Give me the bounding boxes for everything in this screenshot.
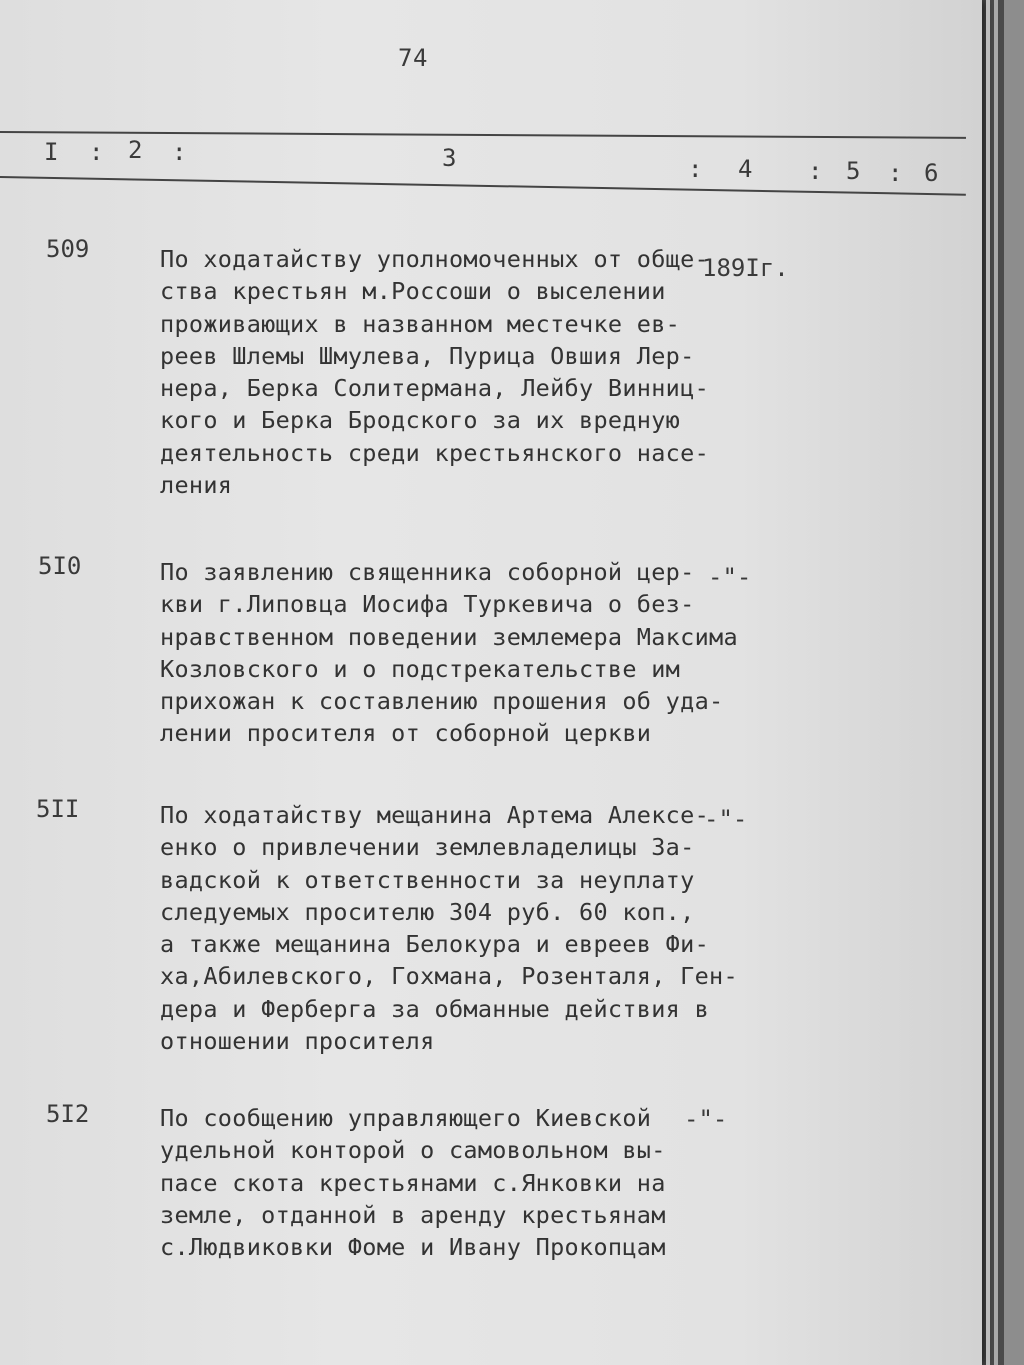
entry-line: По ходатайству уполномоченных от обще- — [160, 245, 710, 273]
entry-line: отношении просителя — [160, 1027, 435, 1056]
column-header-4: 4 — [738, 155, 754, 183]
entry-number: 5II — [36, 795, 80, 823]
entry-date: -"- — [684, 1105, 728, 1133]
entry-line: пасе скота крестьянами с.Янковки на — [160, 1168, 666, 1197]
entry-line: нера, Берка Солитермана, Лейбу Винниц- — [160, 374, 710, 403]
entry-description — [160, 556, 738, 750]
column-separator: : — [808, 157, 824, 185]
entry-line: удельной конторой о самовольном вы- — [160, 1136, 666, 1165]
entry-line: вадской к ответственности за неуплату — [160, 865, 695, 894]
entry-line: По сообщению управляющего Киевской — [160, 1104, 652, 1132]
entry-line: кого и Берка Бродского за их вредную — [160, 406, 681, 435]
entry-description — [160, 243, 709, 501]
entry-line: деятельность среди крестьянского насе- — [160, 438, 710, 467]
entry-line: проживающих в названном местечке ев- — [160, 309, 681, 338]
entry-line: По заявлению священника соборной цер- — [160, 558, 695, 586]
page-edge — [994, 0, 998, 1365]
entry-line: ха,Абилевского, Гохмана, Розенталя, Ген- — [160, 962, 738, 991]
entry-line: ления — [160, 471, 233, 500]
column-header-6: 6 — [924, 159, 940, 187]
column-separator: : — [888, 159, 904, 187]
page-number: 74 — [398, 44, 429, 72]
column-separator: : — [89, 138, 105, 166]
entry-line: По ходатайству мещанина Артема Алексе- — [160, 801, 710, 829]
entry-line: а также мещанина Белокура и евреев Фи- — [160, 930, 710, 959]
column-separator: : — [172, 138, 188, 166]
entry-date: -"- — [704, 805, 748, 833]
entry-line: кви г.Липовца Иосифа Туркевича о без- — [160, 590, 695, 619]
entry-description — [160, 1102, 666, 1263]
entry-line: лении просителя от соборной церкви — [160, 719, 652, 748]
column-header-3: 3 — [442, 144, 458, 172]
column-separator: : — [688, 155, 704, 183]
entry-line: Козловского и о подстрекательстве им — [160, 654, 681, 683]
entry-line: ства крестьян м.Россоши о выселении — [160, 277, 666, 306]
column-header-1: I — [44, 138, 60, 166]
entry-line: реев Шлемы Шмулева, Пурица Овшия Лер- — [160, 341, 695, 370]
entry-line: нравственном поведении землемера Максима — [160, 622, 738, 651]
entry-date: 189Iг. — [702, 254, 789, 282]
header-top-rule — [0, 131, 966, 139]
entry-number: 5I0 — [38, 552, 82, 580]
column-header-5: 5 — [846, 157, 862, 185]
page-edge — [1004, 0, 1024, 1365]
entry-line: следуемых просителю 304 руб. 60 коп., — [160, 897, 695, 926]
entry-line: дера и Ферберга за обманные действия в — [160, 994, 710, 1023]
entry-line: енко о привлечении землевладелицы За- — [160, 833, 695, 862]
entry-number: 5I2 — [46, 1100, 90, 1128]
entry-line: земле, отданной в аренду крестьянам — [160, 1200, 666, 1229]
entry-line: прихожан к составлению прошения об уда- — [160, 687, 724, 716]
entry-date: -"- — [708, 563, 752, 591]
column-header-2: 2 — [128, 136, 144, 164]
entry-line: с.Людвиковки Фоме и Ивану Прокопцам — [160, 1233, 666, 1262]
page-edge — [986, 0, 990, 1365]
entry-number: 509 — [46, 235, 90, 263]
entry-description — [160, 799, 738, 1057]
